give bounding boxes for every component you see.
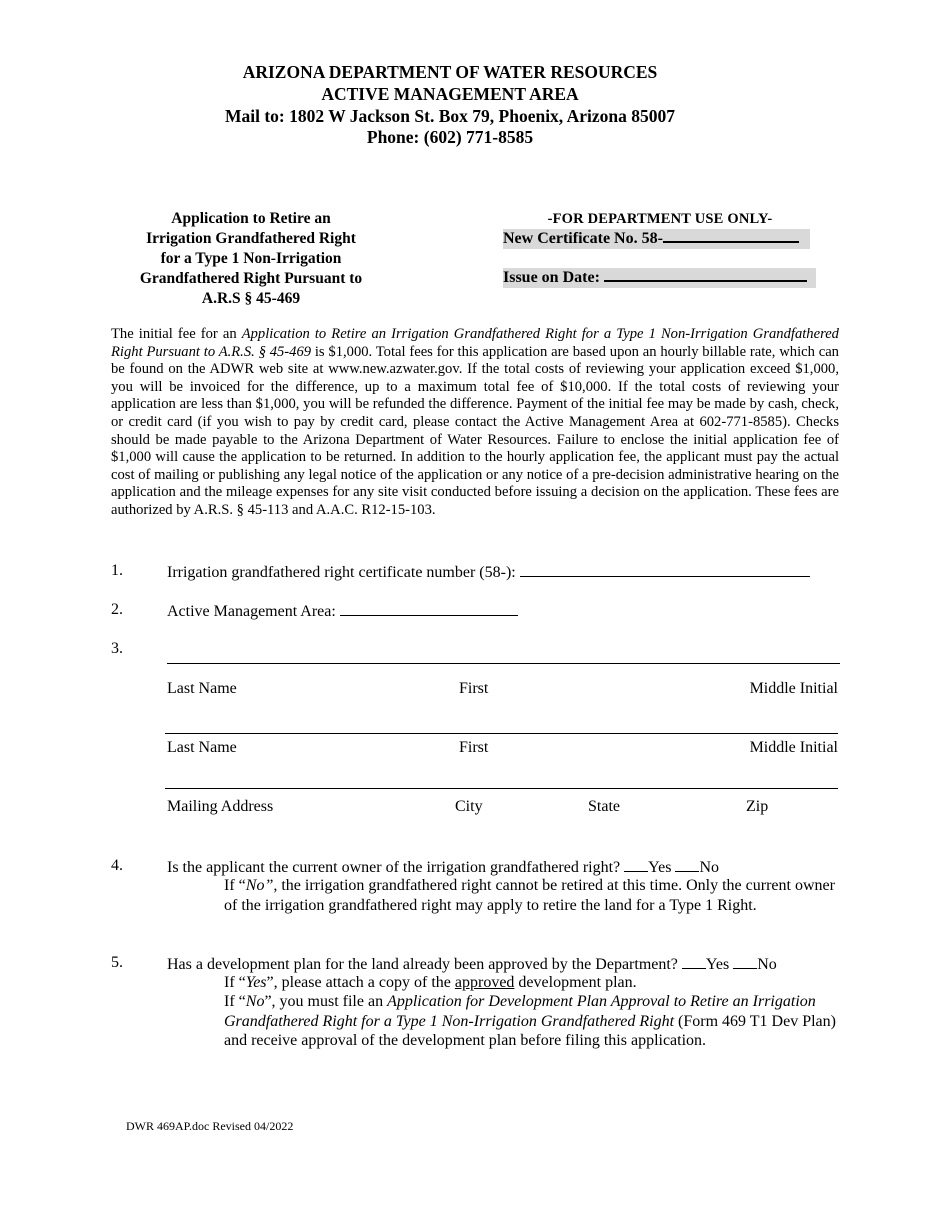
applicant-1-first-name-label: First: [459, 680, 489, 697]
active-management-area-label: Active Management Area:: [167, 603, 336, 620]
applicant-1-name-input[interactable]: [167, 663, 840, 664]
new-certificate-blank: [663, 241, 799, 243]
state-label: State: [588, 798, 620, 815]
certificate-number-input[interactable]: [520, 562, 810, 577]
mailing-address: Mail to: 1802 W Jackson St. Box 79, Phoenix, Arizona 85007: [224, 105, 675, 126]
mailing-address-label: Mailing Address: [167, 798, 274, 815]
question-1: [167, 562, 810, 583]
certificate-number-label: Irrigation grandfathered right certificate number (58-):: [167, 564, 516, 581]
agency-division: ACTIVE MANAGEMENT AREA: [321, 83, 579, 104]
zip-label: Zip: [746, 798, 769, 815]
new-certificate-field: [503, 229, 810, 249]
city-label: City: [455, 798, 483, 815]
owner-yes-label: Yes: [648, 859, 672, 876]
plan-yes-label: Yes: [705, 956, 730, 973]
question-5-number: 5.: [111, 954, 123, 971]
plan-no-label: No: [757, 956, 777, 973]
question-3-number: 3.: [111, 640, 123, 657]
applicant-2-last-name-label: Last Name: [167, 739, 237, 756]
owner-no-checkbox[interactable]: [675, 857, 699, 872]
applicant-1-middle-initial-label: Middle Initial: [749, 680, 838, 697]
department-use-heading: -FOR DEPARTMENT USE ONLY-: [547, 211, 773, 227]
question-2: [167, 601, 518, 622]
application-title-italic: Application to Retire an Irrigation Grandfathered Right for a Type 1 Non-Irrigation Grandfathered Right Pursuant to A.R.S. § 45-469: [111, 326, 839, 360]
fee-instructions: The initial fee for an Application to Retire an Irrigation Grandfathered Right for a Type 1 Non-Irrigation Grandfathered Right Pursuant to A.R.S. § 45-469 is $1,000. Total fees for this application are based upon an hourly billable rate, which can be found on the ADWR web site at www.new.azwater.gov. If the total costs of reviewing your application exceed $1,000, you will be invoiced for the difference, up to a maximum total fee of $10,000. If the total costs of reviewing your application are less than $1,000, you will be refunded the difference. Payment of the initial fee may be made by cash, check, or credit card (if you wish to pay by credit card, please contact the Active Management Area at 602-771-8585). Checks should be made payable to the Arizona Department of Water Resources. Failure to enclose the initial application fee of $1,000 will cause the application to be returned. In addition to the hourly application fee, the applicant must pay the actual cost of mailing or publishing any legal notice of the application or any notice of a pre-decision administrative hearing on the application and the mileage expenses for any site visit conducted before issuing a decision on the application. These fees are authorized by A.R.S. § 45-113 and A.A.C. R12-15-103.: [111, 326, 839, 518]
current-owner-question: Is the applicant the current owner of the irrigation grandfathered right?: [167, 859, 621, 876]
applicant-2-middle-initial-label: Middle Initial: [749, 739, 838, 756]
question-5: [167, 954, 777, 975]
development-plan-question: Has a development plan for the land already been approved by the Department?: [167, 956, 678, 973]
agency-header: [0, 62, 900, 149]
active-management-area-input[interactable]: [340, 601, 518, 616]
question-5-yes-note: If “Yes”, please attach a copy of the approved development plan.: [224, 974, 637, 991]
question-5-no-note: If “No”, you must file an Application for Development Plan Approval to Retire an Irrigation Grandfathered Right for a Type 1 Non-Irrigation Grandfathered Right (Form 469 T1 Dev Plan) and receive approval of the development plan before filing this application.: [224, 993, 836, 1049]
mailing-address-input[interactable]: [165, 788, 838, 789]
issue-date-label: Issue on Date:: [503, 269, 600, 286]
issue-date-field: [503, 268, 816, 288]
question-2-number: 2.: [111, 601, 123, 618]
application-title: Application to Retire an Irrigation Grandfathered Right for a Type 1 Non-Irrigation Grandfathered Right Pursuant to A.R.S § 45-469: [139, 210, 363, 307]
applicant-2-name-input[interactable]: [165, 733, 838, 734]
plan-no-checkbox[interactable]: [733, 954, 757, 969]
question-4-number: 4.: [111, 857, 123, 874]
owner-yes-checkbox[interactable]: [624, 857, 648, 872]
owner-no-label: No: [699, 859, 719, 876]
applicant-1-last-name-label: Last Name: [167, 680, 237, 697]
issue-date-blank: [604, 280, 807, 282]
applicant-2-first-name-label: First: [459, 739, 489, 756]
agency-name: ARIZONA DEPARTMENT OF WATER RESOURCES: [242, 62, 658, 82]
form-revision-footer: DWR 469AP.doc Revised 04/2022: [126, 1119, 294, 1133]
phone-number: Phone: (602) 771-8585: [366, 127, 534, 148]
plan-yes-checkbox[interactable]: [682, 954, 706, 969]
question-1-number: 1.: [111, 562, 123, 579]
new-certificate-label: New Certificate No. 58-: [503, 230, 663, 247]
question-4-note: If “No”, the irrigation grandfathered right cannot be retired at this time. Only the current owner of the irrigation grandfathered right may apply to retire the land for a Type 1 Right.: [224, 877, 835, 914]
question-4: [167, 857, 719, 878]
